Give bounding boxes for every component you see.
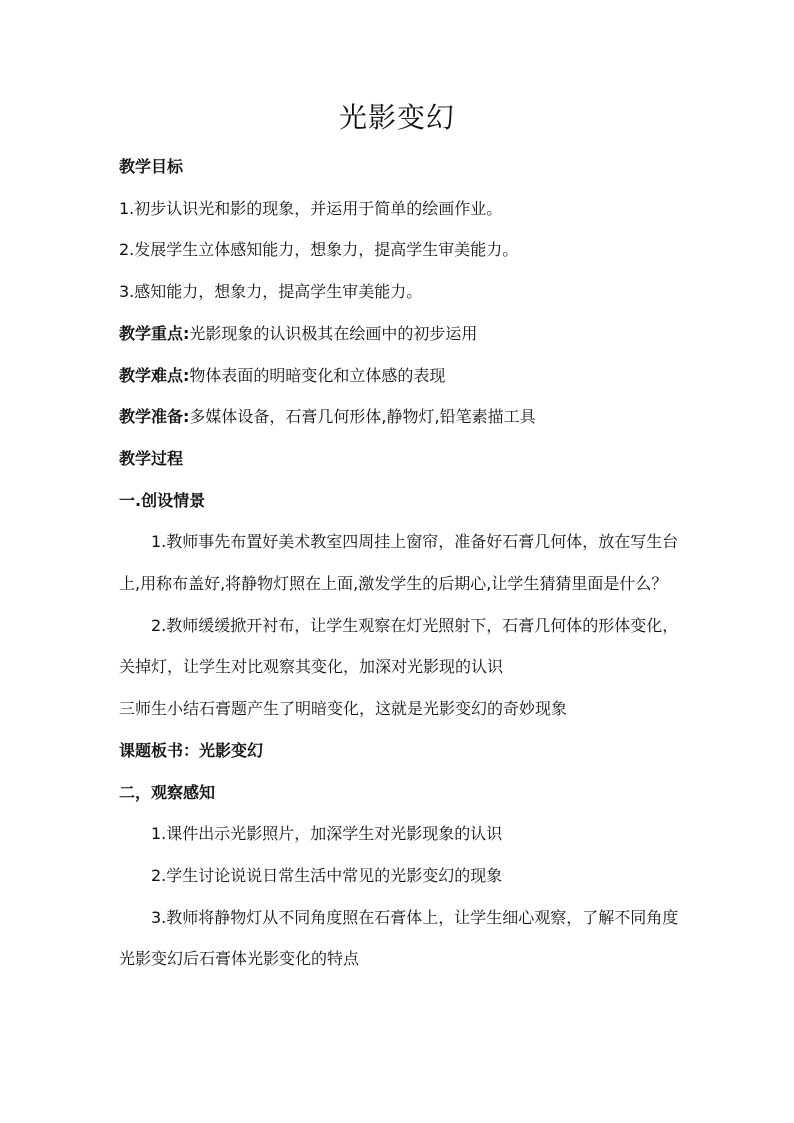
- section-heading-scenario: [119, 480, 683, 522]
- heading-label: 教学目标: [119, 157, 184, 176]
- objective-item: 2.发展学生立体感知能力，想象力，提高学生审美能力。: [119, 240, 519, 260]
- objective-item: 3.感知能力，想象力，提高学生审美能力。: [119, 282, 423, 302]
- paragraph: 1.课件出示光影照片，加深学生对光影现象的认识: [151, 824, 503, 844]
- paragraph: 三师生小结石膏题产生了明暗变化，这就是光影变幻的奇妙现象: [119, 699, 568, 719]
- section-heading-observe: [119, 772, 683, 814]
- key-point-label: 教学重点:: [119, 323, 190, 343]
- heading-label: 二，观察感知: [119, 782, 216, 802]
- section-heading-objectives: [119, 146, 683, 188]
- document-title: 光影变幻: [338, 101, 455, 134]
- preparation-text: 多媒体设备，石膏几何形体,静物灯,铅笔素描工具: [189, 407, 536, 427]
- heading-label: 课题板书：光影变幻: [119, 740, 264, 760]
- paragraph: 3.教师将静物灯从不同角度照在石膏体上，让学生细心观察，了解不同角度光影变幻后石膏体光影变化的特点: [119, 907, 679, 969]
- heading-label: 一.创设情景: [119, 490, 206, 510]
- paragraph: 2.教师缓缓掀开衬布，让学生观察在灯光照射下，石膏几何体的形体变化，关掉灯，让学生对比观察其变化，加深对光影现的认识: [119, 615, 679, 677]
- key-point-line: [119, 313, 683, 355]
- paragraph: 1.教师事先布置好美术教室四周挂上窗帘，准备好石膏几何体，放在写生台上,用称布盖好,将静物灯照在上面,激发学生的后期心,让学生猜猜里面是什么？: [119, 532, 679, 594]
- section-heading-process: [119, 438, 683, 480]
- document-body: [119, 146, 683, 980]
- heading-label: 教学过程: [119, 448, 184, 468]
- difficulty-label: 教学难点:: [119, 365, 190, 385]
- difficulty-text: 物体表面的明暗变化和立体感的表现: [189, 365, 446, 385]
- objective-item: 1.初步认识光和影的现象，并运用于简单的绘画作业。: [119, 198, 503, 218]
- paragraph: 2.学生讨论说说日常生活中常见的光影变幻的现象: [151, 865, 503, 885]
- board-title-line: [119, 730, 683, 772]
- preparation-label: 教学准备:: [119, 407, 190, 427]
- key-point-text: 光影现象的认识极其在绘画中的初步运用: [189, 323, 478, 343]
- difficulty-line: [119, 355, 683, 397]
- preparation-line: [119, 396, 683, 438]
